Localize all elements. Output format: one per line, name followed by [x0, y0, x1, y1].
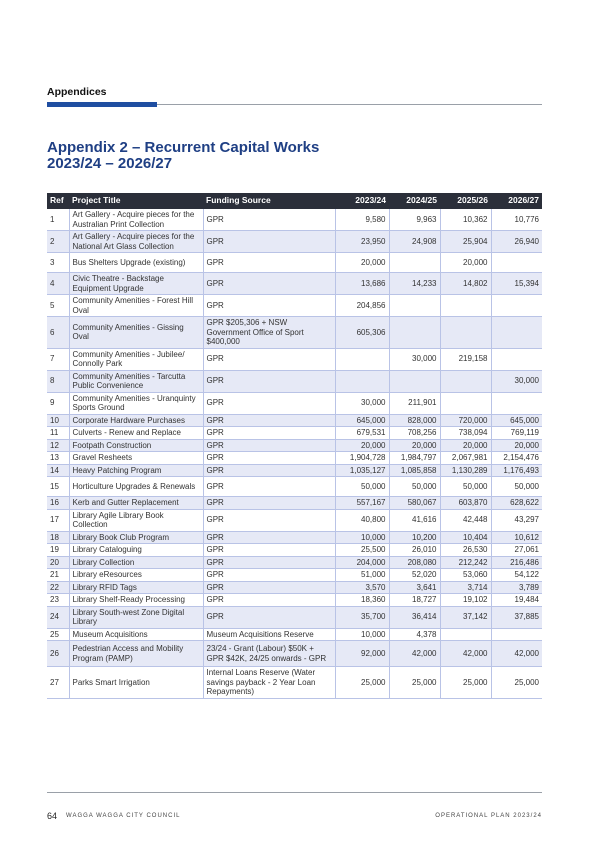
project-title-cell: Bus Shelters Upgrade (existing): [69, 253, 203, 273]
value-2023-24-cell: 23,950: [335, 231, 389, 253]
value-2025-26-cell: 3,714: [440, 581, 491, 594]
section-label: Appendices: [47, 86, 107, 98]
value-2023-24-cell: 25,000: [335, 667, 389, 699]
value-2024-25-cell: [389, 253, 440, 273]
value-2024-25-cell: 3,641: [389, 581, 440, 594]
value-2026-27-cell: 42,000: [491, 641, 542, 667]
value-2025-26-cell: 25,904: [440, 231, 491, 253]
project-title-cell: Library eResources: [69, 569, 203, 582]
ref-cell: 15: [47, 477, 69, 497]
value-2023-24-cell: 605,306: [335, 317, 389, 349]
project-title-cell: Corporate Hardware Purchases: [69, 414, 203, 427]
value-2026-27-cell: 10,612: [491, 531, 542, 544]
column-header: Project Title: [69, 193, 203, 209]
footer-plan-name: OPERATIONAL PLAN 2023/24: [435, 813, 542, 819]
value-2026-27-cell: 50,000: [491, 477, 542, 497]
funding-source-cell: GPR: [203, 439, 335, 452]
column-header: Funding Source: [203, 193, 335, 209]
value-2024-25-cell: 26,010: [389, 544, 440, 557]
funding-source-cell: GPR: [203, 569, 335, 582]
footer-council: WAGGA WAGGA CITY COUNCIL: [66, 813, 181, 819]
column-header: 2023/24: [335, 193, 389, 209]
ref-cell: 23: [47, 594, 69, 607]
value-2026-27-cell: 20,000: [491, 439, 542, 452]
value-2025-26-cell: 42,448: [440, 509, 491, 531]
value-2023-24-cell: 25,500: [335, 544, 389, 557]
ref-cell: 11: [47, 427, 69, 440]
funding-source-cell: GPR: [203, 531, 335, 544]
value-2025-26-cell: [440, 295, 491, 317]
value-2024-25-cell: 42,000: [389, 641, 440, 667]
funding-source-cell: GPR: [203, 464, 335, 477]
column-header: 2025/26: [440, 193, 491, 209]
funding-source-cell: GPR: [203, 253, 335, 273]
value-2025-26-cell: 10,404: [440, 531, 491, 544]
ref-cell: 25: [47, 628, 69, 641]
value-2026-27-cell: 216,486: [491, 556, 542, 569]
funding-source-cell: GPR: [203, 594, 335, 607]
table-row: [47, 509, 542, 531]
value-2024-25-cell: 36,414: [389, 606, 440, 628]
value-2023-24-cell: 645,000: [335, 414, 389, 427]
ref-cell: 6: [47, 317, 69, 349]
value-2026-27-cell: 54,122: [491, 569, 542, 582]
value-2026-27-cell: 25,000: [491, 667, 542, 699]
value-2023-24-cell: 3,570: [335, 581, 389, 594]
project-title-cell: Civic Theatre - Backstage Equipment Upgrade: [69, 273, 203, 295]
capital-works-table: [47, 193, 542, 699]
value-2024-25-cell: 18,727: [389, 594, 440, 607]
ref-cell: 8: [47, 370, 69, 392]
value-2026-27-cell: 27,061: [491, 544, 542, 557]
funding-source-cell: GPR: [203, 427, 335, 440]
project-title-cell: Community Amenities - Gissing Oval: [69, 317, 203, 349]
value-2025-26-cell: 26,530: [440, 544, 491, 557]
value-2024-25-cell: 211,901: [389, 392, 440, 414]
ref-cell: 4: [47, 273, 69, 295]
funding-source-cell: GPR: [203, 544, 335, 557]
value-2026-27-cell: 3,789: [491, 581, 542, 594]
value-2023-24-cell: 30,000: [335, 392, 389, 414]
project-title-cell: Library Book Club Program: [69, 531, 203, 544]
value-2025-26-cell: 14,802: [440, 273, 491, 295]
ref-cell: 24: [47, 606, 69, 628]
value-2026-27-cell: 645,000: [491, 414, 542, 427]
project-title-cell: Kerb and Gutter Replacement: [69, 497, 203, 510]
table-header-row: [47, 193, 542, 209]
value-2026-27-cell: 19,484: [491, 594, 542, 607]
value-2025-26-cell: 603,870: [440, 497, 491, 510]
project-title-cell: Library Collection: [69, 556, 203, 569]
ref-cell: 14: [47, 464, 69, 477]
project-title-cell: Gravel Resheets: [69, 452, 203, 465]
ref-cell: 9: [47, 392, 69, 414]
table-row: [47, 253, 542, 273]
funding-source-cell: Internal Loans Reserve (Water savings payback - 2 Year Loan Repayments): [203, 667, 335, 699]
ref-cell: 10: [47, 414, 69, 427]
value-2023-24-cell: 1,035,127: [335, 464, 389, 477]
value-2026-27-cell: [491, 348, 542, 370]
value-2023-24-cell: [335, 348, 389, 370]
ref-cell: 26: [47, 641, 69, 667]
value-2026-27-cell: 628,622: [491, 497, 542, 510]
ref-cell: 7: [47, 348, 69, 370]
table-row: [47, 370, 542, 392]
value-2026-27-cell: 30,000: [491, 370, 542, 392]
ref-cell: 21: [47, 569, 69, 582]
project-title-cell: Museum Acquisitions: [69, 628, 203, 641]
value-2024-25-cell: 1,984,797: [389, 452, 440, 465]
value-2023-24-cell: 10,000: [335, 531, 389, 544]
value-2025-26-cell: 20,000: [440, 253, 491, 273]
value-2023-24-cell: 20,000: [335, 439, 389, 452]
value-2023-24-cell: 557,167: [335, 497, 389, 510]
table-row: [47, 667, 542, 699]
column-header: 2024/25: [389, 193, 440, 209]
value-2024-25-cell: 41,616: [389, 509, 440, 531]
value-2023-24-cell: 18,360: [335, 594, 389, 607]
value-2025-26-cell: 720,000: [440, 414, 491, 427]
value-2025-26-cell: [440, 392, 491, 414]
project-title-cell: Community Amenities - Forest Hill Oval: [69, 295, 203, 317]
funding-source-cell: GPR: [203, 497, 335, 510]
table-row: [47, 209, 542, 231]
table-row: [47, 273, 542, 295]
project-title-cell: Heavy Patching Program: [69, 464, 203, 477]
value-2025-26-cell: 219,158: [440, 348, 491, 370]
value-2024-25-cell: 10,200: [389, 531, 440, 544]
value-2026-27-cell: [491, 317, 542, 349]
project-title-cell: Library Shelf-Ready Processing: [69, 594, 203, 607]
value-2025-26-cell: 25,000: [440, 667, 491, 699]
value-2026-27-cell: 43,297: [491, 509, 542, 531]
value-2025-26-cell: [440, 317, 491, 349]
project-title-cell: Library Agile Library Book Collection: [69, 509, 203, 531]
value-2024-25-cell: [389, 317, 440, 349]
table-row: [47, 464, 542, 477]
project-title-cell: Community Amenities - Jubilee/ Connolly Park: [69, 348, 203, 370]
table-row: [47, 317, 542, 349]
ref-cell: 1: [47, 209, 69, 231]
table-row: [47, 581, 542, 594]
funding-source-cell: GPR: [203, 414, 335, 427]
value-2024-25-cell: 4,378: [389, 628, 440, 641]
value-2026-27-cell: 10,776: [491, 209, 542, 231]
value-2024-25-cell: 828,000: [389, 414, 440, 427]
project-title-cell: Library RFID Tags: [69, 581, 203, 594]
value-2026-27-cell: 26,940: [491, 231, 542, 253]
value-2023-24-cell: 10,000: [335, 628, 389, 641]
table-row: [47, 594, 542, 607]
value-2024-25-cell: 1,085,858: [389, 464, 440, 477]
ref-cell: 19: [47, 544, 69, 557]
title-line-1: Appendix 2 – Recurrent Capital Works: [47, 139, 320, 156]
table-row: [47, 477, 542, 497]
ref-cell: 3: [47, 253, 69, 273]
value-2025-26-cell: 1,130,289: [440, 464, 491, 477]
project-title-cell: Culverts - Renew and Replace: [69, 427, 203, 440]
funding-source-cell: GPR $205,306 + NSW Government Office of Sport $400,000: [203, 317, 335, 349]
value-2025-26-cell: 42,000: [440, 641, 491, 667]
value-2026-27-cell: 1,176,493: [491, 464, 542, 477]
value-2023-24-cell: 9,580: [335, 209, 389, 231]
ref-cell: 12: [47, 439, 69, 452]
table-row: [47, 497, 542, 510]
funding-source-cell: GPR: [203, 392, 335, 414]
footer-rule: [47, 792, 542, 793]
project-title-cell: Art Gallery - Acquire pieces for the National Art Glass Collection: [69, 231, 203, 253]
funding-source-cell: GPR: [203, 581, 335, 594]
table-row: [47, 641, 542, 667]
funding-source-cell: GPR: [203, 452, 335, 465]
value-2026-27-cell: [491, 295, 542, 317]
value-2024-25-cell: 50,000: [389, 477, 440, 497]
table-row: [47, 231, 542, 253]
value-2025-26-cell: 50,000: [440, 477, 491, 497]
value-2023-24-cell: 20,000: [335, 253, 389, 273]
value-2026-27-cell: 2,154,476: [491, 452, 542, 465]
project-title-cell: Art Gallery - Acquire pieces for the Australian Print Collection: [69, 209, 203, 231]
project-title-cell: Library Cataloguing: [69, 544, 203, 557]
value-2024-25-cell: 580,067: [389, 497, 440, 510]
project-title-cell: Pedestrian Access and Mobility Program (PAMP): [69, 641, 203, 667]
value-2025-26-cell: [440, 370, 491, 392]
ref-cell: 17: [47, 509, 69, 531]
project-title-cell: Community Amenities - Uranquinty Sports Ground: [69, 392, 203, 414]
table-row: [47, 606, 542, 628]
funding-source-cell: GPR: [203, 295, 335, 317]
value-2026-27-cell: [491, 253, 542, 273]
project-title-cell: Library South-west Zone Digital Library: [69, 606, 203, 628]
value-2024-25-cell: 9,963: [389, 209, 440, 231]
value-2023-24-cell: 679,531: [335, 427, 389, 440]
value-2024-25-cell: 208,080: [389, 556, 440, 569]
value-2025-26-cell: 20,000: [440, 439, 491, 452]
ref-cell: 20: [47, 556, 69, 569]
value-2023-24-cell: 50,000: [335, 477, 389, 497]
table-row: [47, 531, 542, 544]
project-title-cell: Footpath Construction: [69, 439, 203, 452]
table-row: [47, 452, 542, 465]
project-title-cell: Horticulture Upgrades & Renewals: [69, 477, 203, 497]
project-title-cell: Parks Smart Irrigation: [69, 667, 203, 699]
value-2025-26-cell: 10,362: [440, 209, 491, 231]
page-number: 64: [47, 811, 58, 821]
table-row: [47, 348, 542, 370]
title-line-2: 2023/24 – 2026/27: [47, 155, 173, 172]
column-header: Ref: [47, 193, 69, 209]
table-row: [47, 556, 542, 569]
funding-source-cell: GPR: [203, 477, 335, 497]
value-2026-27-cell: [491, 392, 542, 414]
value-2024-25-cell: [389, 295, 440, 317]
value-2025-26-cell: 2,067,981: [440, 452, 491, 465]
table-row: [47, 392, 542, 414]
value-2023-24-cell: 92,000: [335, 641, 389, 667]
funding-source-cell: GPR: [203, 509, 335, 531]
value-2023-24-cell: 204,856: [335, 295, 389, 317]
ref-cell: 16: [47, 497, 69, 510]
table-row: [47, 569, 542, 582]
value-2024-25-cell: 14,233: [389, 273, 440, 295]
value-2023-24-cell: [335, 370, 389, 392]
value-2026-27-cell: [491, 628, 542, 641]
column-header: 2026/27: [491, 193, 542, 209]
funding-source-cell: Museum Acquisitions Reserve: [203, 628, 335, 641]
value-2025-26-cell: [440, 628, 491, 641]
value-2025-26-cell: 212,242: [440, 556, 491, 569]
ref-cell: 22: [47, 581, 69, 594]
value-2023-24-cell: 40,800: [335, 509, 389, 531]
value-2023-24-cell: 1,904,728: [335, 452, 389, 465]
value-2024-25-cell: 20,000: [389, 439, 440, 452]
ref-cell: 13: [47, 452, 69, 465]
funding-source-cell: GPR: [203, 556, 335, 569]
funding-source-cell: GPR: [203, 231, 335, 253]
value-2025-26-cell: 53,060: [440, 569, 491, 582]
table-row: [47, 414, 542, 427]
value-2026-27-cell: 769,119: [491, 427, 542, 440]
value-2025-26-cell: 738,094: [440, 427, 491, 440]
value-2024-25-cell: 52,020: [389, 569, 440, 582]
value-2023-24-cell: 51,000: [335, 569, 389, 582]
ref-cell: 2: [47, 231, 69, 253]
ref-cell: 27: [47, 667, 69, 699]
value-2024-25-cell: 24,908: [389, 231, 440, 253]
project-title-cell: Community Amenities - Tarcutta Public Convenience: [69, 370, 203, 392]
value-2025-26-cell: 37,142: [440, 606, 491, 628]
value-2024-25-cell: 708,256: [389, 427, 440, 440]
funding-source-cell: GPR: [203, 209, 335, 231]
table-row: [47, 295, 542, 317]
header-accent-bar: [47, 102, 157, 107]
funding-source-cell: GPR: [203, 348, 335, 370]
value-2023-24-cell: 13,686: [335, 273, 389, 295]
table-row: [47, 427, 542, 440]
value-2023-24-cell: 204,000: [335, 556, 389, 569]
funding-source-cell: 23/24 - Grant (Labour) $50K + GPR $42K, 24/25 onwards - GPR: [203, 641, 335, 667]
table-row: [47, 628, 542, 641]
value-2024-25-cell: 25,000: [389, 667, 440, 699]
funding-source-cell: GPR: [203, 606, 335, 628]
value-2026-27-cell: 15,394: [491, 273, 542, 295]
value-2024-25-cell: 30,000: [389, 348, 440, 370]
table-row: [47, 544, 542, 557]
value-2026-27-cell: 37,885: [491, 606, 542, 628]
value-2025-26-cell: 19,102: [440, 594, 491, 607]
ref-cell: 5: [47, 295, 69, 317]
funding-source-cell: GPR: [203, 273, 335, 295]
ref-cell: 18: [47, 531, 69, 544]
funding-source-cell: GPR: [203, 370, 335, 392]
value-2023-24-cell: 35,700: [335, 606, 389, 628]
table-row: [47, 439, 542, 452]
page-title: [47, 140, 319, 172]
value-2024-25-cell: [389, 370, 440, 392]
